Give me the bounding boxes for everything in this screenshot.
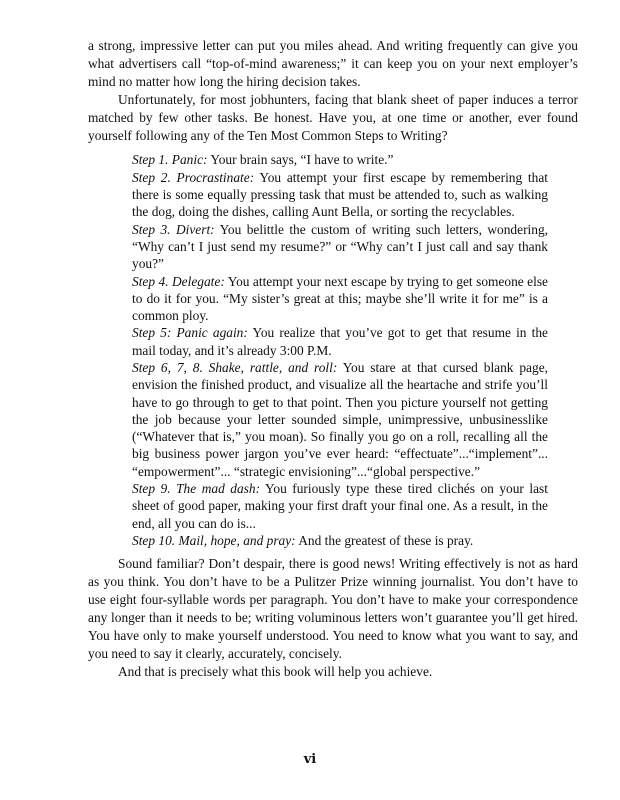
step-item (132, 324, 548, 359)
step-item (132, 532, 548, 549)
intro-paragraph-1: a strong, impressive letter can put you miles ahead. And writing frequently can give you what advertisers call “top-of-mind awareness;” it can keep you on your next employer’s mind no matter how long the hiring decision takes. (88, 38, 578, 89)
step-text: You furiously type these tired clichés on your last sheet of good paper, making your first draft your final one. As a result, in the end, all you can do is... (132, 481, 548, 531)
closing-paragraph-2: And that is precisely what this book will help you achieve. (118, 663, 433, 679)
step-label: Step 5: Panic again: (132, 325, 248, 341)
step-label: Step 2. Procrastinate: (132, 169, 255, 185)
steps-list (132, 151, 548, 549)
step-label: Step 10. Mail, hope, and pray: (132, 532, 296, 548)
step-text: And the greatest of these is pray. (298, 532, 474, 548)
step-text: You realize that you’ve got to get that resume in the mail today, and it’s already 3:00 P.M. (132, 325, 548, 358)
step-item (132, 221, 548, 273)
step-item (132, 273, 548, 325)
step-text: You stare at that cursed blank page, envision the finished product, and visualize all the heartache and strife you’ll have to go through to get to that point. Then you picture yourself not getting the job because your letter sounded simple, unimpressive, unbusinesslike (“Whatever that is,” you moan). So finally you go on a roll, recalling all the big business power jargon you’ve ever heard: “effectuate”...“implement”... “empowerment”... “strategic envisioning”...“global perspective.” (132, 360, 548, 479)
step-item (132, 480, 548, 532)
step-text: You attempt your next escape by trying to get someone else to do it for you. “My sister’s great at this; maybe she’ll write it for me” is a common ploy. (132, 273, 548, 324)
step-item (132, 359, 548, 480)
step-text: You attempt your first escape by remembering that there is some equally pressing task that must be attended to, such as walking the dog, doing the dishes, calling Aunt Bella, or sorting the recyclables. (132, 169, 548, 220)
intro-paragraph-2: Unfortunately, for most jobhunters, facing that blank sheet of paper induces a terror matched by few other tasks. Be honest. Have you, at one time or another, ever found yourself following any of the Ten Most Common Steps to Writing? (88, 91, 578, 143)
step-label: Step 3. Divert: (132, 221, 215, 237)
page-number: vi (303, 752, 317, 767)
step-label: Step 4. Delegate: (132, 273, 225, 289)
step-label: Step 1. Panic: (132, 152, 208, 168)
body-text (88, 37, 578, 681)
step-item (132, 151, 548, 168)
step-label: Step 6, 7, 8. Shake, rattle, and roll: (132, 360, 338, 375)
closing-paragraph-1: Sound familiar? Don’t despair, there is good news! Writing effectively is not as hard as you think. You don’t have to be a Pulitzer Prize winning journalist. You don’t have to use eight four-syllable words per paragraph. You don’t have to make your correspondence any longer than it needs to be; writing voluminous letters won’t guarantee you’ll get hired. You have only to make yourself understood. You need to know what you want to say, and you need to say it clearly, accurately, concisely. (88, 556, 578, 661)
step-text: Your brain says, “I have to write.” (210, 152, 394, 168)
step-text: You belittle the custom of writing such letters, wondering, “Why can’t I just send my resume?” or “Why can’t I just call and say thank you?” (132, 221, 548, 272)
step-label: Step 9. The mad dash: (132, 481, 261, 497)
step-item (132, 169, 548, 221)
